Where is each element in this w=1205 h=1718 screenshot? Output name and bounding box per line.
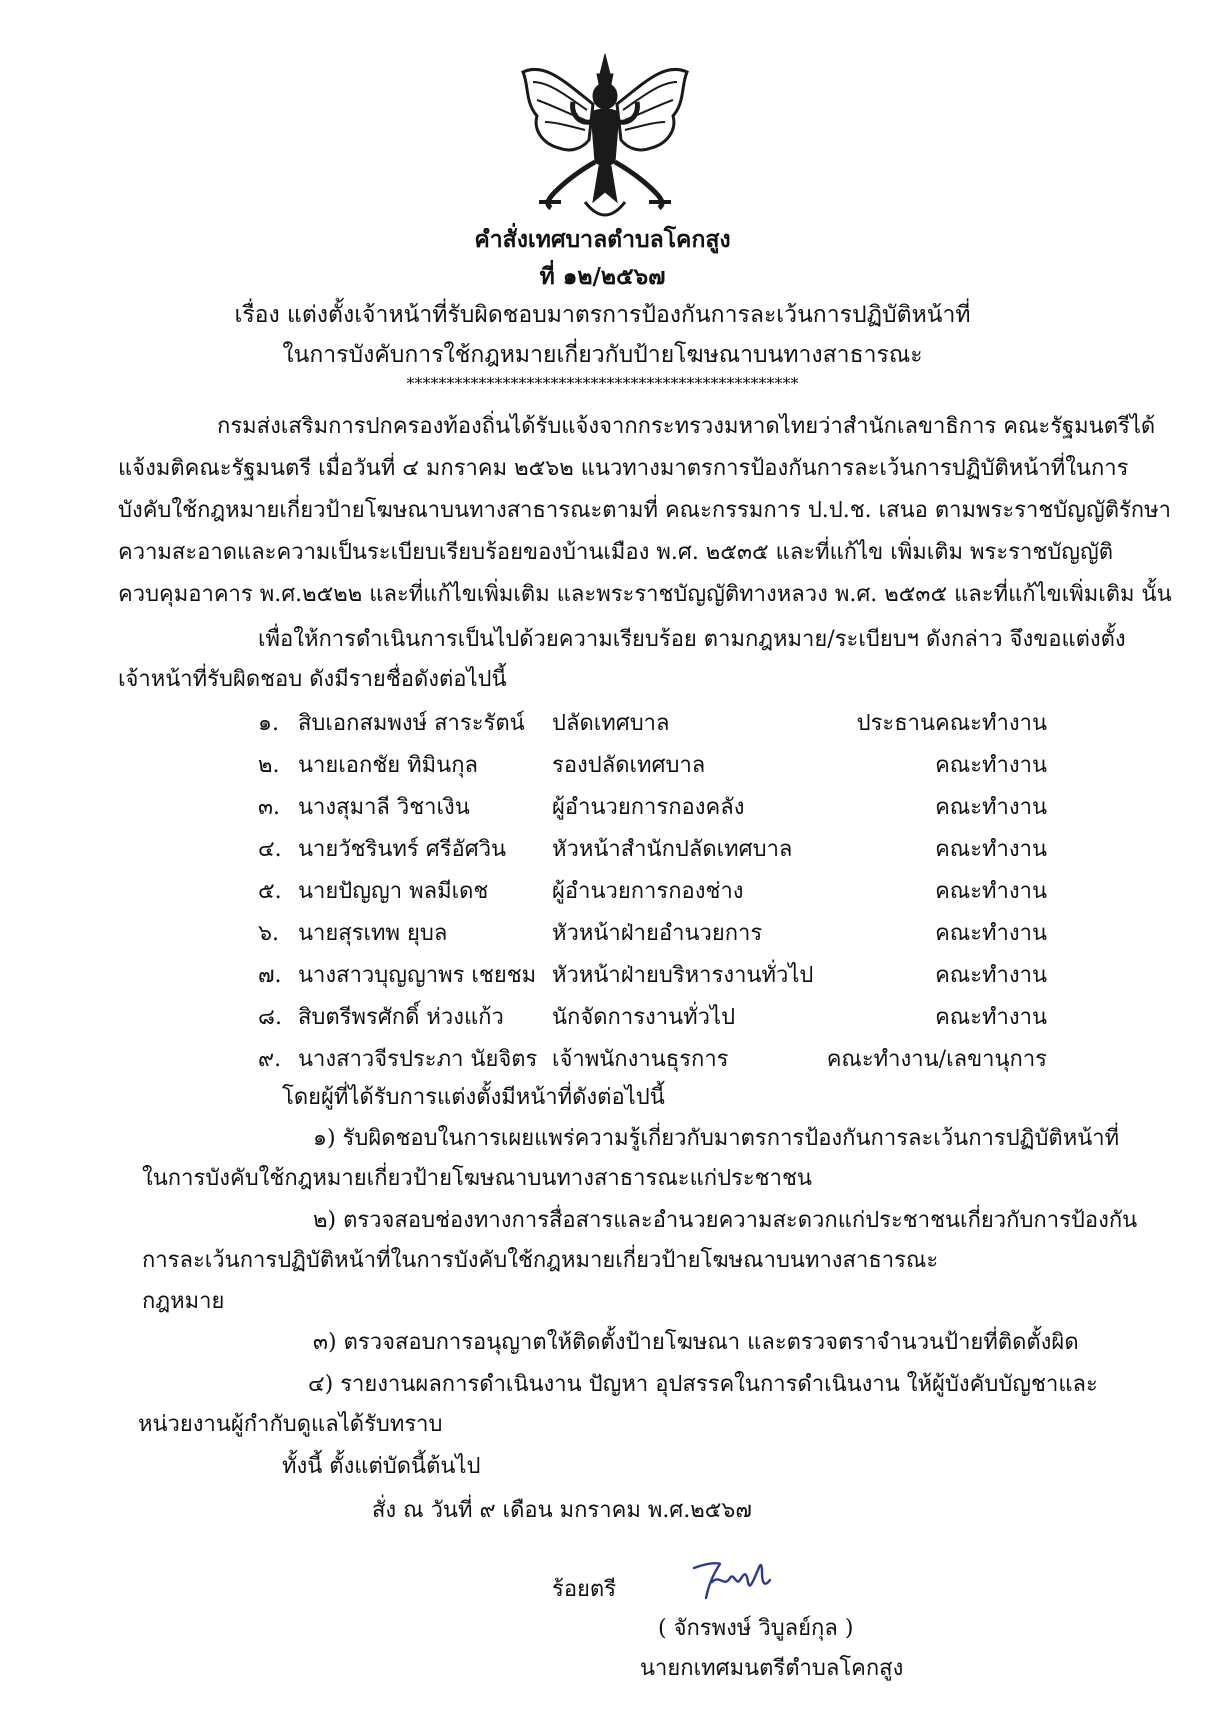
member-position: ปลัดเทศบาล <box>552 711 670 736</box>
member-position: นักจัดการงานทั่วไป <box>552 1005 736 1030</box>
member-number: ๗. <box>258 963 282 988</box>
intro-line-4: ความสะอาดและความเป็นระเบียบเรียบร้อยของบ้านเมือง พ.ศ. ๒๕๓๕ และที่แก้ไข เพิ่มเติม พระราชบัญญัติ <box>118 540 1114 565</box>
intro-line-2: แจ้งมติคณะรัฐมนตรี เมื่อวันที่ ๔ มกราคม ๒๕๖๒ แนวทางมาตรการป้องกันการละเว้นการปฏิบัติหน้าที่ในการ <box>118 456 1129 481</box>
member-number: ๑. <box>258 711 279 736</box>
member-number: ๖. <box>258 921 279 946</box>
member-role: คณะทำงาน <box>935 753 1047 778</box>
duty-4-line-2: หน่วยงานผู้กำกับดูแลได้รับทราบ <box>138 1412 443 1437</box>
member-row <box>0 789 1205 823</box>
member-role: คณะทำงาน <box>935 963 1047 988</box>
order-subject-line-2: ในการบังคับการใช้กฎหมายเกี่ยวกับป้ายโฆษณาบนทางสาธารณะ <box>282 342 923 368</box>
member-number: ๒. <box>258 753 280 778</box>
member-row <box>0 1041 1205 1075</box>
member-row <box>0 957 1205 991</box>
member-role: คณะทำงาน <box>935 837 1047 862</box>
member-position: รองปลัดเทศบาล <box>552 753 706 778</box>
member-name: นางสุมาลี วิชาเงิน <box>298 795 470 820</box>
signer-title: นายกเทศมนตรีตำบลโคกสูง <box>640 1656 904 1681</box>
duty-1-line-1: ๑) รับผิดชอบในการเผยแพร่ความรู้เกี่ยวกับมาตรการป้องกันการละเว้นการปฏิบัติหน้าที่ <box>313 1126 1120 1151</box>
handwritten-signature-icon <box>690 1558 780 1606</box>
order-number: ที่ ๑๒/๒๕๖๗ <box>539 263 666 290</box>
member-name: นางสาวบุญญาพร เชยชม <box>298 963 537 988</box>
member-position: หัวหน้าฝ่ายบริหารงานทั่วไป <box>552 963 814 988</box>
member-row <box>0 705 1205 739</box>
member-role: คณะทำงาน/เลขานุการ <box>826 1047 1047 1072</box>
duty-3-line-1: ๓) ตรวจสอบการอนุญาตให้ติดตั้งป้ายโฆษณา และตรวจตราจำนวนป้ายที่ติดตั้งผิด <box>313 1330 1079 1355</box>
intro-line-1: กรมส่งเสริมการปกครองท้องถิ่นได้รับแจ้งจากกระทรวงมหาดไทยว่าสำนักเลขาธิการ คณะรัฐมนตรีได้ <box>217 414 1156 439</box>
member-position: เจ้าพนักงานธุรการ <box>552 1047 729 1072</box>
intro-line-5: ควบคุมอาคาร พ.ศ.๒๕๒๒ และที่แก้ไขเพิ่มเติม และพระราชบัญญัติทางหลวง พ.ศ. ๒๕๓๕ และที่แก้ไขเพิ่มเติม นั้น <box>118 582 1172 607</box>
member-number: ๔. <box>258 837 282 862</box>
member-name: นางสาวจีรประภา นัยจิตร <box>298 1047 538 1072</box>
member-position: ผู้อำนวยการกองช่าง <box>552 879 744 904</box>
member-role: คณะทำงาน <box>935 921 1047 946</box>
member-number: ๓. <box>258 795 281 820</box>
purpose-line-2: เจ้าหน้าที่รับผิดชอบ ดังมีรายชื่อดังต่อไปนี้ <box>118 667 507 692</box>
duty-1-line-2: ในการบังคับใช้กฎหมายเกี่ยวป้ายโฆษณาบนทางสาธารณะแก่ประชาชน <box>142 1166 812 1191</box>
member-position: หัวหน้าฝ่ายอำนวยการ <box>552 921 763 946</box>
order-date: สั่ง ณ วันที่ ๙ เดือน มกราคม พ.ศ.๒๕๖๗ <box>372 1498 752 1523</box>
member-row <box>0 747 1205 781</box>
member-position: ผู้อำนวยการกองคลัง <box>552 795 745 820</box>
member-role: คณะทำงาน <box>935 879 1047 904</box>
garuda-emblem-icon <box>515 52 695 228</box>
member-name: นายสุรเทพ ยุบล <box>298 921 448 946</box>
member-name: สิบเอกสมพงษ์ สาระรัตน์ <box>298 711 525 736</box>
member-number: ๘. <box>258 1005 282 1030</box>
member-name: สิบตรีพรศักดิ์ ห่วงแก้ว <box>298 1005 504 1030</box>
member-name: นายเอกชัย ทิมินกุล <box>298 753 478 778</box>
member-role: คณะทำงาน <box>935 1005 1047 1030</box>
intro-line-3: บังคับใช้กฎหมายเกี่ยวป้ายโฆษณาบนทางสาธารณะตามที่ คณะกรรมการ ป.ป.ช. เสนอ ตามพระราชบัญญัติรักษา <box>118 498 1171 523</box>
member-number: ๙. <box>258 1047 282 1072</box>
member-number: ๕. <box>258 879 282 904</box>
duty-2-line-2: การละเว้นการปฏิบัติหน้าที่ในการบังคับใช้กฎหมายเกี่ยวป้ายโฆษณาบนทางสาธารณะ <box>142 1248 939 1273</box>
divider-stars: ************************************************* <box>406 374 799 393</box>
duties-heading: โดยผู้ที่ได้รับการแต่งตั้งมีหน้าที่ดังต่อไปนี้ <box>282 1085 665 1110</box>
member-role: คณะทำงาน <box>935 795 1047 820</box>
signer-name: ( จักรพงษ์ วิบูลย์กุล ) <box>658 1616 854 1641</box>
member-name: นายปัญญา พลมีเดช <box>298 879 489 904</box>
member-row <box>0 873 1205 907</box>
duty-4-line-1: ๔) รายงานผลการดำเนินงาน ปัญหา อุปสรรคในการดำเนินงาน ให้ผู้บังคับบัญชาและ <box>308 1372 1098 1397</box>
purpose-line-1: เพื่อให้การดำเนินการเป็นไปด้วยความเรียบร้อย ตามกฎหมาย/ระเบียบฯ ดังกล่าว จึงขอแต่งตั้ง <box>258 627 1126 652</box>
member-name: นายวัชรินทร์ ศรีอัศวิน <box>298 837 507 862</box>
member-row <box>0 915 1205 949</box>
signer-rank: ร้อยตรี <box>552 1577 617 1602</box>
duty-2-line-3: กฎหมาย <box>142 1289 225 1314</box>
member-row <box>0 831 1205 865</box>
member-row <box>0 999 1205 1033</box>
order-subject-line-1: เรื่อง แต่งตั้งเจ้าหน้าที่รับผิดชอบมาตรการป้องกันการละเว้นการปฏิบัติหน้าที่ <box>234 302 971 328</box>
member-role: ประธานคณะทำงาน <box>856 711 1047 736</box>
order-title: คำสั่งเทศบาลตำบลโคกสูง <box>474 226 731 253</box>
duty-2-line-1: ๒) ตรวจสอบช่องทางการสื่อสารและอำนวยความสะดวกแก่ประชาชนเกี่ยวกับการป้องกัน <box>313 1208 1138 1233</box>
member-position: หัวหน้าสำนักปลัดเทศบาล <box>552 837 793 862</box>
effective-statement: ทั้งนี้ ตั้งแต่บัดนี้ต้นไป <box>282 1454 481 1479</box>
